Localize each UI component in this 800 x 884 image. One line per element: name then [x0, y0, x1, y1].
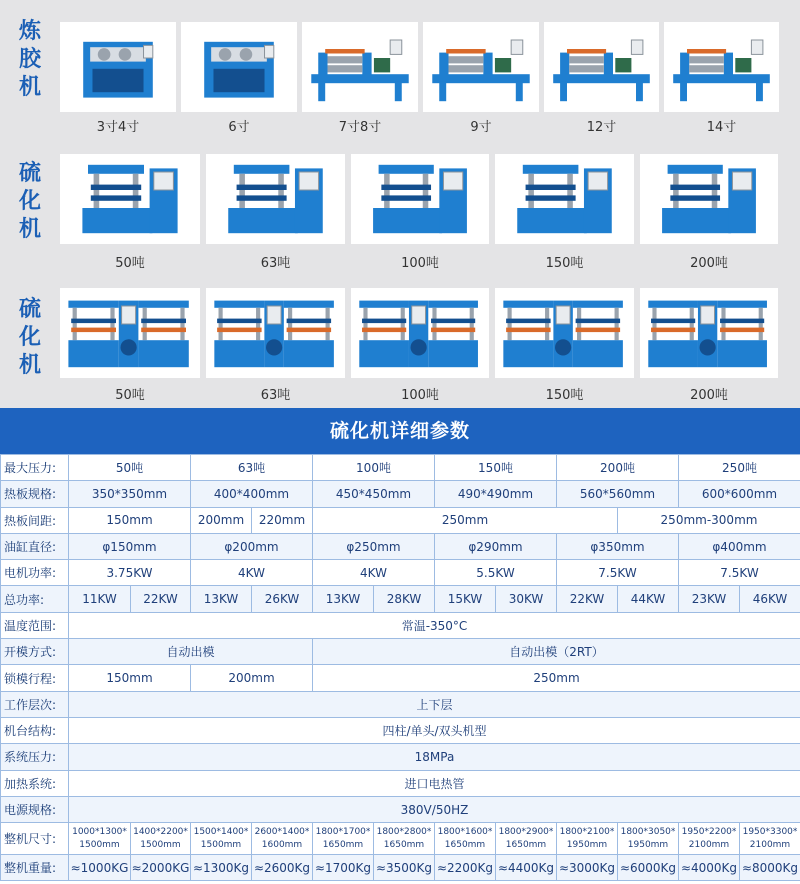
two-roll-mill-open-frame-icon — [664, 22, 779, 112]
spec-cell — [557, 823, 618, 855]
spec-cell: 350*350mm — [69, 481, 191, 507]
spec-row — [1, 717, 800, 743]
spec-cell — [618, 823, 679, 855]
spec-row-label: 开模方式: — [1, 639, 69, 665]
spec-row — [1, 612, 800, 638]
spec-cell-line-1: 2600*1400* — [254, 826, 310, 837]
spec-row-label: 电源规格: — [1, 796, 69, 822]
spec-row-label: 温度范围: — [1, 612, 69, 638]
spec-row — [1, 560, 800, 586]
mixer-caption-2: 6寸 — [228, 120, 250, 135]
spec-row — [1, 796, 800, 822]
double-head-press-icon — [495, 288, 634, 378]
double-head-press-icon — [351, 288, 489, 378]
spec-cell-line-1: 1800*2100* — [559, 826, 615, 837]
press-double-product-image-1 — [60, 288, 200, 378]
spec-cell: 30KW — [496, 586, 557, 612]
press-double-product-image-4 — [495, 288, 634, 378]
spec-cell — [374, 823, 435, 855]
spec-row-label: 最大压力: — [1, 455, 69, 481]
spec-cell: 250mm — [313, 507, 618, 533]
spec-cell: 13KW — [313, 586, 374, 612]
two-roll-mill-cabinet-icon — [60, 22, 176, 112]
spec-row-label: 工作层次: — [1, 691, 69, 717]
spec-cell: 100吨 — [313, 455, 435, 481]
spec-row — [1, 507, 800, 533]
spec-cell: 上下层 — [69, 691, 800, 717]
mixer-product-image-6 — [664, 22, 779, 112]
press-single-product-image-4 — [495, 154, 634, 244]
spec-cell: 自动出模（2RT） — [313, 639, 800, 665]
press-double-product-image-2 — [206, 288, 345, 378]
spec-cell: 18MPa — [69, 744, 800, 770]
mixer-caption-1: 3寸4寸 — [96, 120, 140, 135]
spec-table — [0, 454, 800, 881]
spec-cell-line-2: 2100mm — [688, 839, 730, 850]
press-single-caption-4: 150吨 — [545, 256, 584, 271]
spec-cell: φ290mm — [435, 533, 557, 559]
vulcanizing-press-icon — [495, 154, 634, 244]
press-single-caption-2: 63吨 — [260, 256, 291, 271]
spec-row — [1, 744, 800, 770]
spec-cell: 四柱/单头/双头机型 — [69, 717, 800, 743]
spec-cell: 600*600mm — [679, 481, 800, 507]
press-single-caption-3: 100吨 — [401, 256, 439, 271]
spec-cell-line-1: 1800*1700* — [315, 826, 371, 837]
mixer-product-image-1 — [60, 22, 176, 112]
press-double-caption-3: 100吨 — [401, 388, 439, 403]
spec-row-label: 锁模行程: — [1, 665, 69, 691]
spec-cell-line-2: 1500mm — [200, 839, 242, 850]
mixer-caption-6: 14寸 — [706, 120, 737, 135]
spec-cell: 220mm — [252, 507, 313, 533]
spec-cell: 63吨 — [191, 455, 313, 481]
vulcanizing-press-icon — [640, 154, 778, 244]
spec-cell — [679, 823, 740, 855]
spec-cell-line-1: 1950*2200* — [681, 826, 737, 837]
spec-cell: 4KW — [191, 560, 313, 586]
category-label-mixer-text: 炼胶机 — [18, 19, 41, 100]
spec-cell-line-2: 2100mm — [749, 839, 791, 850]
mixer-product-image-4 — [423, 22, 539, 112]
spec-cell: ≈4400Kg — [496, 855, 557, 881]
spec-cell — [131, 823, 191, 855]
spec-row-label: 热板间距: — [1, 507, 69, 533]
spec-cell: 200mm — [191, 507, 252, 533]
spec-cell: 28KW — [374, 586, 435, 612]
category-label-press-double — [10, 296, 50, 380]
spec-row — [1, 533, 800, 559]
spec-row-label: 加热系统: — [1, 770, 69, 796]
spec-cell: φ400mm — [679, 533, 800, 559]
spec-cell: φ250mm — [313, 533, 435, 559]
press-single-product-image-2 — [206, 154, 345, 244]
vulcanizing-press-icon — [60, 154, 200, 244]
spec-cell: 22KW — [131, 586, 191, 612]
press-single-product-image-3 — [351, 154, 489, 244]
two-roll-mill-open-frame-icon — [302, 22, 418, 112]
spec-cell: ≈2600Kg — [252, 855, 313, 881]
spec-row-label: 热板规格: — [1, 481, 69, 507]
spec-cell — [740, 823, 800, 855]
mixer-caption-4: 9寸 — [470, 120, 492, 135]
spec-cell-line-2: 1500mm — [140, 839, 181, 850]
press-single-caption-1: 50吨 — [115, 256, 145, 271]
spec-cell: ≈1700Kg — [313, 855, 374, 881]
two-roll-mill-open-frame-icon — [544, 22, 659, 112]
spec-cell: 23KW — [679, 586, 740, 612]
spec-row-label: 总功率: — [1, 586, 69, 612]
spec-cell-line-1: 1000*1300* — [72, 826, 127, 837]
double-head-press-icon — [60, 288, 200, 378]
mixer-product-image-2 — [181, 22, 297, 112]
press-single-product-image-1 — [60, 154, 200, 244]
spec-row-label: 油缸直径: — [1, 533, 69, 559]
product-gallery — [0, 0, 800, 408]
spec-cell-line-1: 1800*2900* — [498, 826, 554, 837]
vulcanizing-press-icon — [206, 154, 345, 244]
spec-cell: ≈3500Kg — [374, 855, 435, 881]
spec-cell: 46KW — [740, 586, 800, 612]
mixer-caption-3: 7寸8寸 — [338, 120, 382, 135]
spec-cell: φ150mm — [69, 533, 191, 559]
spec-cell-line-2: 1600mm — [261, 839, 303, 850]
spec-cell: 7.5KW — [557, 560, 679, 586]
spec-cell-line-1: 1950*3300* — [742, 826, 798, 837]
spec-cell-line-2: 1650mm — [505, 839, 547, 850]
spec-cell-line-1: 1800*3050* — [620, 826, 676, 837]
spec-cell: ≈2000KG — [131, 855, 191, 881]
spec-cell: 7.5KW — [679, 560, 800, 586]
spec-cell: 11KW — [69, 586, 131, 612]
spec-row — [1, 639, 800, 665]
spec-cell — [496, 823, 557, 855]
spec-cell-line-2: 1650mm — [444, 839, 486, 850]
spec-cell: ≈3000Kg — [557, 855, 618, 881]
spec-cell: 200吨 — [557, 455, 679, 481]
spec-cell: 26KW — [252, 586, 313, 612]
spec-cell-line-2: 1650mm — [322, 839, 364, 850]
spec-row-label: 整机尺寸: — [1, 823, 69, 855]
spec-cell: ≈2200Kg — [435, 855, 496, 881]
mixer-product-image-5 — [544, 22, 659, 112]
spec-cell: 200mm — [191, 665, 313, 691]
spec-cell: 常温-350°C — [69, 612, 800, 638]
spec-cell-line-1: 1800*1600* — [437, 826, 493, 837]
spec-cell: 自动出模 — [69, 639, 313, 665]
spec-cell: ≈8000Kg — [740, 855, 800, 881]
spec-cell-line-1: 1500*1400* — [193, 826, 249, 837]
spec-cell: 150mm — [69, 665, 191, 691]
press-double-product-image-5 — [640, 288, 778, 378]
spec-cell: φ350mm — [557, 533, 679, 559]
two-roll-mill-open-frame-icon — [423, 22, 539, 112]
spec-cell: 150吨 — [435, 455, 557, 481]
press-double-product-image-3 — [351, 288, 489, 378]
spec-row — [1, 855, 800, 881]
spec-cell: 250mm — [313, 665, 800, 691]
spec-cell: 250吨 — [679, 455, 800, 481]
spec-row-label: 整机重量: — [1, 855, 69, 881]
spec-cell: 44KW — [618, 586, 679, 612]
mixer-caption-5: 12寸 — [586, 120, 617, 135]
vulcanizing-press-icon — [351, 154, 489, 244]
category-label-press-single — [10, 160, 50, 244]
spec-cell: ≈1300Kg — [191, 855, 252, 881]
spec-cell: ≈6000Kg — [618, 855, 679, 881]
spec-cell-line-1: 1400*2200* — [133, 826, 188, 837]
spec-cell: 450*450mm — [313, 481, 435, 507]
spec-cell-line-2: 1500mm — [79, 839, 120, 850]
spec-cell: 3.75KW — [69, 560, 191, 586]
category-label-press-double-text: 硫化机 — [18, 297, 41, 378]
press-single-caption-5: 200吨 — [690, 256, 728, 271]
spec-cell: 150mm — [69, 507, 191, 533]
spec-cell — [435, 823, 496, 855]
spec-cell: ≈4000Kg — [679, 855, 740, 881]
spec-row — [1, 481, 800, 507]
press-double-caption-4: 150吨 — [545, 388, 584, 403]
double-head-press-icon — [206, 288, 345, 378]
spec-cell: 380V/50HZ — [69, 796, 800, 822]
spec-cell-line-2: 1650mm — [383, 839, 425, 850]
press-single-product-image-5 — [640, 154, 778, 244]
spec-cell: 13KW — [191, 586, 252, 612]
spec-cell: 4KW — [313, 560, 435, 586]
double-head-press-icon — [640, 288, 778, 378]
spec-row — [1, 770, 800, 796]
spec-cell: 250mm-300mm — [618, 507, 800, 533]
spec-cell: 15KW — [435, 586, 496, 612]
mixer-product-image-3 — [302, 22, 418, 112]
press-double-caption-2: 63吨 — [260, 388, 291, 403]
spec-cell: 50吨 — [69, 455, 191, 481]
spec-row-label: 电机功率: — [1, 560, 69, 586]
spec-cell-line-2: 1950mm — [627, 839, 669, 850]
spec-cell: 490*490mm — [435, 481, 557, 507]
spec-cell: 22KW — [557, 586, 618, 612]
spec-row — [1, 586, 800, 612]
spec-cell: 560*560mm — [557, 481, 679, 507]
spec-cell-line-2: 1950mm — [566, 839, 608, 850]
spec-cell: 5.5KW — [435, 560, 557, 586]
press-double-caption-1: 50吨 — [115, 388, 145, 403]
spec-cell: 400*400mm — [191, 481, 313, 507]
press-double-caption-5: 200吨 — [690, 388, 728, 403]
spec-table-title: 硫化机详细参数 — [0, 408, 800, 454]
spec-cell-line-1: 1800*2800* — [376, 826, 432, 837]
category-label-press-single-text: 硫化机 — [18, 161, 41, 242]
spec-cell — [252, 823, 313, 855]
spec-cell: ≈1000KG — [69, 855, 131, 881]
spec-cell: φ200mm — [191, 533, 313, 559]
two-roll-mill-cabinet-icon — [181, 22, 297, 112]
spec-row — [1, 455, 800, 481]
spec-cell: 进口电热管 — [69, 770, 800, 796]
spec-row-label: 系统压力: — [1, 744, 69, 770]
spec-row-label: 机台结构: — [1, 717, 69, 743]
spec-row — [1, 823, 800, 855]
category-label-mixer — [10, 18, 50, 102]
spec-cell — [313, 823, 374, 855]
spec-row — [1, 665, 800, 691]
spec-row — [1, 691, 800, 717]
spec-cell — [69, 823, 131, 855]
spec-cell — [191, 823, 252, 855]
